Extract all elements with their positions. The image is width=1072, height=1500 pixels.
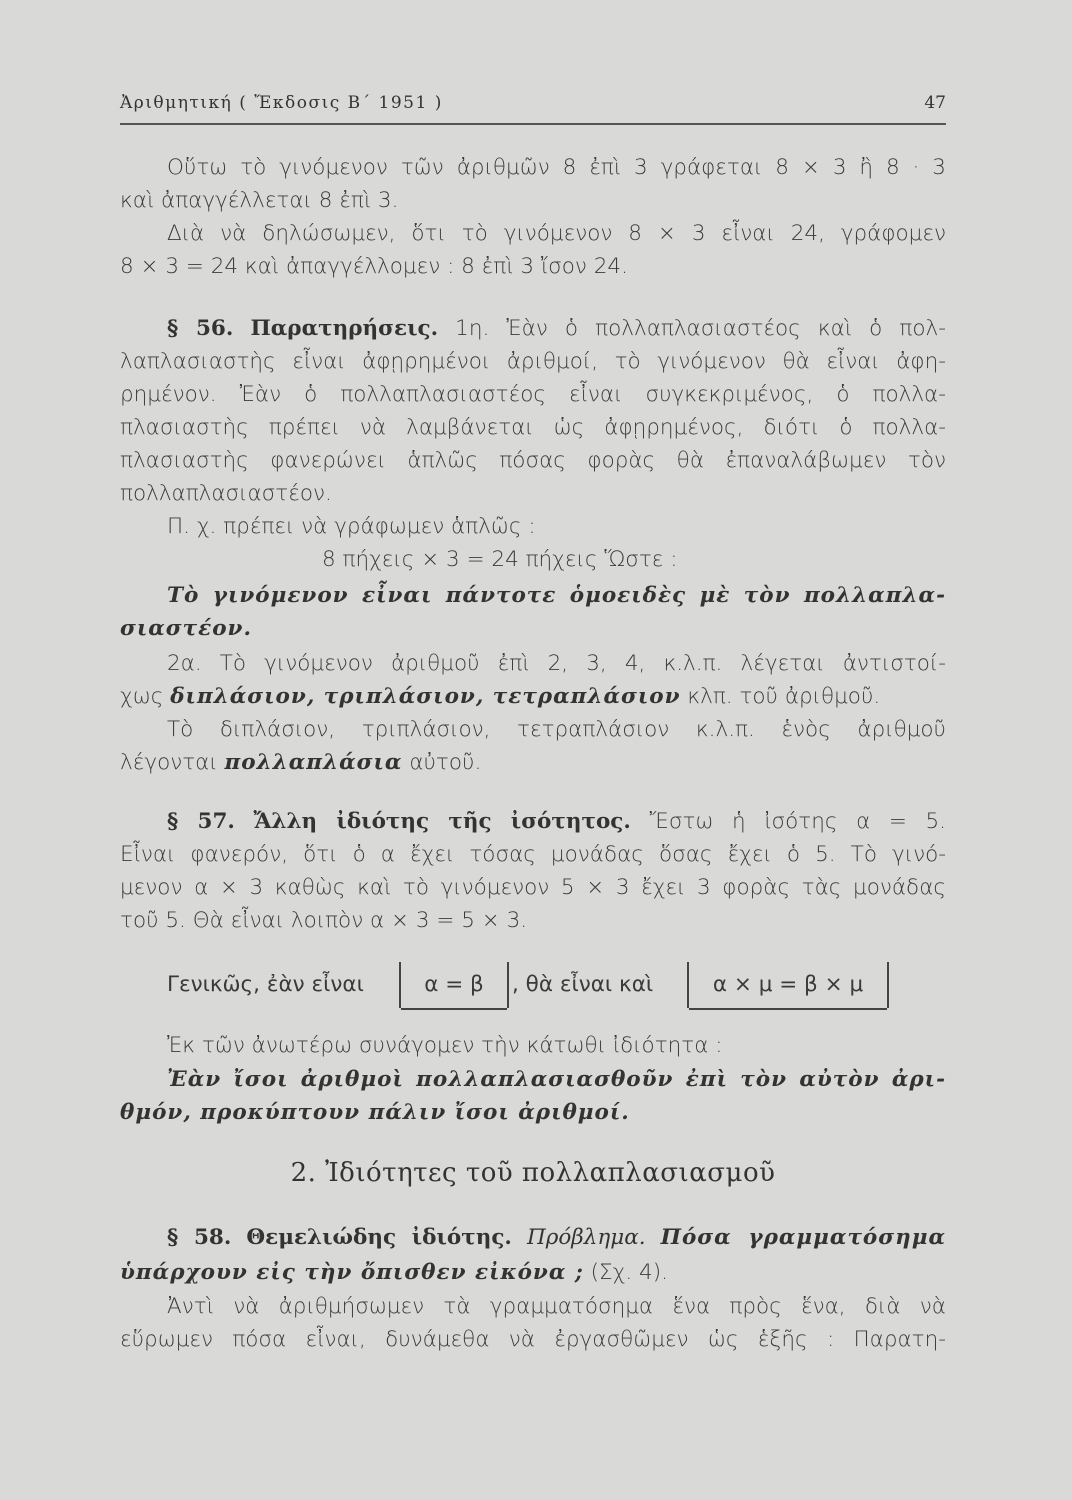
text-span: Γενικῶς, ἐὰν εἶναι — [167, 972, 364, 997]
text-line-mixed — [120, 747, 946, 779]
chapter-section-title: 2. Ἰδιότητες τοῦ πολλαπλασιασμοῦ — [290, 1158, 776, 1188]
text-line: τοῦ 5. Θὰ εἶναι λοιπὸν α × 3 = 5 × 3. — [120, 908, 528, 933]
text-line: Π. χ. πρέπει νὰ γράφωμεν ἁπλῶς : — [167, 514, 536, 539]
formula-text: α = β — [424, 972, 484, 997]
emphasis-span: διπλάσιον, τριπλάσιον, τετραπλάσιον — [170, 684, 681, 709]
problem-text: ὑπάρχουν εἰς τὴν ὄπισθεν εἰκόνα ; — [120, 1260, 584, 1285]
text-line: μενον α × 3 καθὼς καὶ τὸ γινόμενον 5 × 3 ἔχει 3 φορὰς τὰς μονάδας — [120, 875, 946, 900]
header-title: Ἀριθμητική ( Ἔκδοσις Β΄ 1951 ) — [120, 93, 443, 113]
text-span: (Σχ. 4). — [590, 1260, 668, 1285]
text-line: ρημένον. Ἐὰν ὁ πολλαπλασιαστέος εἶναι συγκεκριμένος, ὁ πολλα- — [120, 382, 946, 407]
text-line: εὕρωμεν πόσα εἶναι, δυνάμεθα νὰ ἐργασθῶμεν ὡς ἑξῆς : Παρατη- — [120, 1327, 946, 1352]
problem-label: Πρόβλημα. — [526, 1225, 646, 1250]
text-line: λαπλασιαστὴς εἶναι ἀφῃρημένοι ἀριθμοί, τὸ γινόμενον θὰ εἶναι ἀφη- — [120, 349, 946, 374]
problem-text: Πόσα γραμματόσημα — [660, 1225, 946, 1250]
rule-line: θμόν, προκύπτουν πάλιν ἴσοι ἀριθμοί. — [120, 1100, 630, 1125]
text-line-mixed — [120, 1257, 946, 1289]
rule-line: σιαστέον. — [120, 616, 252, 641]
emphasis-span: πολλαπλάσια — [224, 750, 403, 775]
running-header — [120, 93, 946, 125]
section-number: § 57. — [167, 809, 235, 834]
section-title: Ἄλλη ἰδιότης τῆς ἰσότητος. — [253, 809, 631, 834]
section-title: Παρατηρήσεις. — [250, 316, 439, 341]
text-span: , θὰ εἶναι καὶ — [512, 972, 654, 997]
text-line: 8 × 3 = 24 καὶ ἀπαγγέλλομεν : 8 ἐπὶ 3 ἴσον 24. — [120, 254, 628, 279]
general-rule-row — [167, 962, 946, 1012]
section-number: § 56. — [167, 316, 234, 341]
section-number: § 58. — [167, 1225, 232, 1250]
text-line-mixed — [120, 681, 946, 713]
section-56-heading-line — [167, 313, 946, 345]
text-line: 2α. Τὸ γινόμενον ἀριθμοῦ ἐπὶ 2, 3, 4, κ.λ.π. λέγεται ἀντιστοί- — [167, 651, 946, 676]
text-line: καὶ ἀπαγγέλλεται 8 ἐπὶ 3. — [120, 188, 399, 213]
text-span: Ἔστω ἡ ἰσότης α = 5. — [649, 809, 946, 834]
text-span: 1η. Ἐὰν ὁ πολλαπλασιαστέος καὶ ὁ πολ- — [455, 316, 946, 341]
text-line: Διὰ νὰ δηλώσωμεν, ὅτι τὸ γινόμενον 8 × 3 εἶναι 24, γράφομεν — [167, 221, 946, 246]
section-58-heading-line — [167, 1222, 946, 1254]
rule-line: Ἐὰν ἴσοι ἀριθμοὶ πολλαπλασιασθοῦν ἐπὶ τὸν αὐτὸν ἀρι- — [167, 1067, 946, 1092]
page-number: 47 — [924, 93, 946, 113]
text-line: πλασιαστὴς πρέπει νὰ λαμβάνεται ὡς ἀφῃρημένος, διότι ὁ πολλα- — [120, 415, 946, 440]
text-line: Τὸ διπλάσιον, τριπλάσιον, τετραπλάσιον κ.λ.π. ἑνὸς ἀριθμοῦ — [167, 717, 946, 742]
example-formula-line: 8 πήχεις × 3 = 24 πήχεις Ὥστε : — [322, 547, 678, 572]
text-span: λέγονται — [120, 750, 218, 775]
text-line: πολλαπλασιαστέον. — [120, 481, 332, 506]
text-span: αὐτοῦ. — [409, 750, 482, 775]
section-title: Θεμελιώδης ἰδιότης. — [246, 1225, 512, 1250]
text-span: κλπ. τοῦ ἀριθμοῦ. — [687, 684, 881, 709]
boxed-formula — [399, 962, 509, 1008]
text-line: Εἶναι φανερόν, ὅτι ὁ α ἔχει τόσας μονάδας ὅσας ἔχει ὁ 5. Τὸ γινό- — [120, 842, 946, 867]
text-line: πλασιαστὴς φανερώνει ἁπλῶς πόσας φορὰς θὰ ἐπαναλάβωμεν τὸν — [120, 448, 946, 473]
text-span: χως — [120, 684, 164, 709]
text-line: Ἐκ τῶν ἀνωτέρω συνάγομεν τὴν κάτωθι ἰδιότητα : — [167, 1033, 723, 1058]
text-line: Ἀντὶ νὰ ἀριθμήσωμεν τὰ γραμματόσημα ἕνα πρὸς ἕνα, διὰ νὰ — [167, 1294, 946, 1319]
boxed-formula — [687, 962, 889, 1008]
text-line: Οὕτω τὸ γινόμενον τῶν ἀριθμῶν 8 ἐπὶ 3 γράφεται 8 × 3 ἢ 8 · 3 — [167, 155, 946, 180]
section-57-heading-line — [167, 806, 946, 838]
rule-line: Τὸ γινόμενον εἶναι πάντοτε ὁμοειδὲς μὲ τὸν πολλαπλα- — [167, 583, 946, 608]
formula-text: α × μ = β × μ — [712, 972, 864, 997]
